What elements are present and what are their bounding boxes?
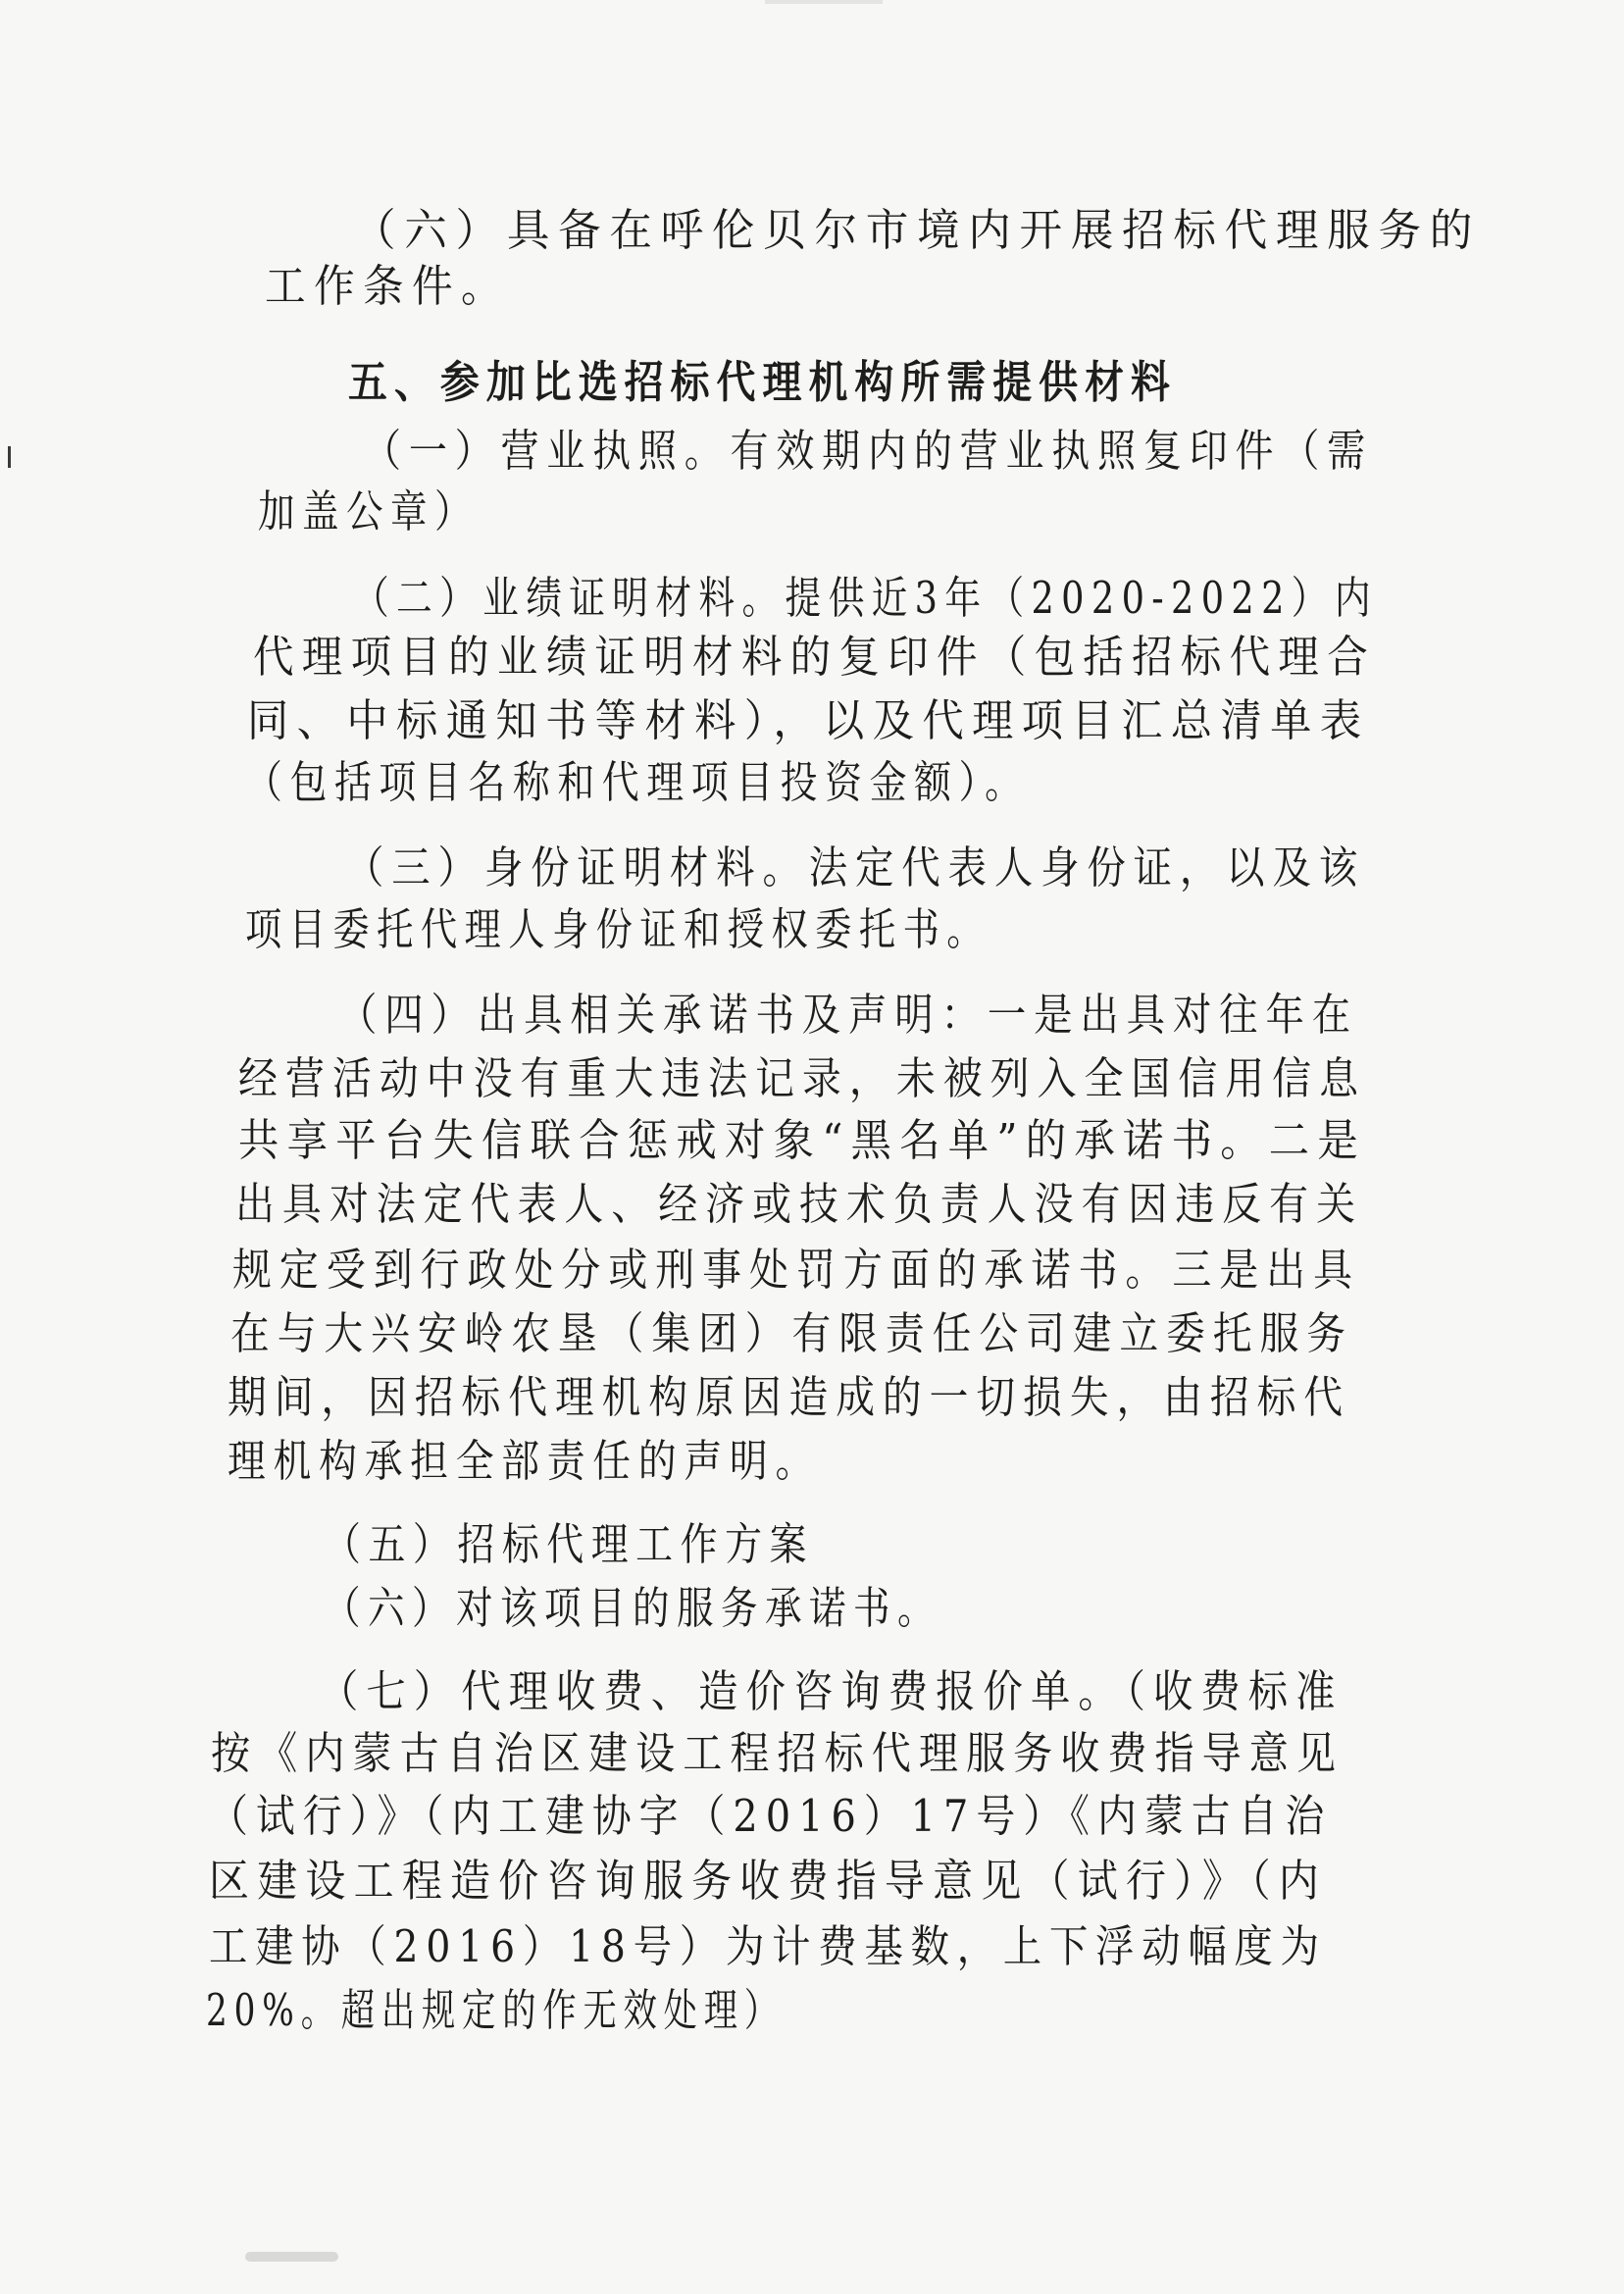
scan-artifact-left bbox=[8, 446, 11, 468]
text-line: 规定受到行政处分或刑事处罚方面的承诺书。三是出具 bbox=[232, 1244, 1361, 1296]
text-line: 工建协（2016）18号）为计费基数，上下浮动幅度为 bbox=[209, 1920, 1327, 1972]
scan-artifact-top bbox=[765, 0, 883, 4]
text-line: 在与大兴安岭农垦（集团）有限责任公司建立委托服务 bbox=[230, 1307, 1354, 1359]
section-heading: 五、参加比选招标代理机构所需提供材料 bbox=[348, 356, 1178, 408]
text-line: （试行）》（内工建协字（2016）17号）《内蒙古自治 bbox=[209, 1790, 1333, 1842]
text-line: 工作条件。 bbox=[265, 260, 511, 312]
scan-artifact-bottom bbox=[245, 2252, 338, 2262]
text-line: 期间，因招标代理机构原因造成的一切损失，由招标代 bbox=[228, 1371, 1351, 1423]
text-line: 共享平台失信联合惩戒对象“黑名单”的承诺书。二是 bbox=[238, 1114, 1367, 1166]
text-line: （四）出具相关承诺书及声明：一是出具对往年在 bbox=[338, 989, 1359, 1041]
text-line: 20%。超出规定的作无效处理） bbox=[206, 1984, 786, 2036]
text-line: （包括项目名称和代理项目投资金额）。 bbox=[245, 756, 1030, 808]
text-line: （七）代理收费、造价咨询费报价单。（收费标准 bbox=[319, 1665, 1344, 1717]
text-line: 经营活动中没有重大违法记录，未被列入全国信用信息 bbox=[238, 1052, 1367, 1104]
text-line: 项目委托代理人身份证和授权委托书。 bbox=[245, 903, 991, 955]
text-line: （二）业绩证明材料。提供近3年（2020-2022）内 bbox=[353, 572, 1378, 624]
text-line: （三）身份证明材料。法定代表人身份证，以及该 bbox=[345, 841, 1366, 893]
text-line: 理机构承担全部责任的声明。 bbox=[228, 1435, 822, 1487]
text-line: 同、中标通知书等材料），以及代理项目汇总清单表 bbox=[247, 694, 1370, 746]
text-line: （六）对该项目的服务承诺书。 bbox=[324, 1582, 942, 1634]
text-line: 按《内蒙古自治区建设工程招标代理服务收费指导意见 bbox=[211, 1727, 1345, 1779]
text-line: （六）具备在呼伦贝尔市境内开展招标代理服务的 bbox=[353, 204, 1482, 256]
text-line: （五）招标代理工作方案 bbox=[324, 1518, 815, 1570]
text-line: 加盖公章） bbox=[258, 485, 480, 537]
text-line: （一）营业执照。有效期内的营业执照复印件（需 bbox=[363, 425, 1374, 477]
text-line: 区建设工程造价咨询服务收费指导意见（试行）》（内 bbox=[209, 1855, 1328, 1907]
text-line: 出具对法定代表人、经济或技术负责人没有因违反有关 bbox=[235, 1178, 1364, 1230]
text-line: 代理项目的业绩证明材料的复印件（包括招标代理合 bbox=[253, 631, 1377, 683]
